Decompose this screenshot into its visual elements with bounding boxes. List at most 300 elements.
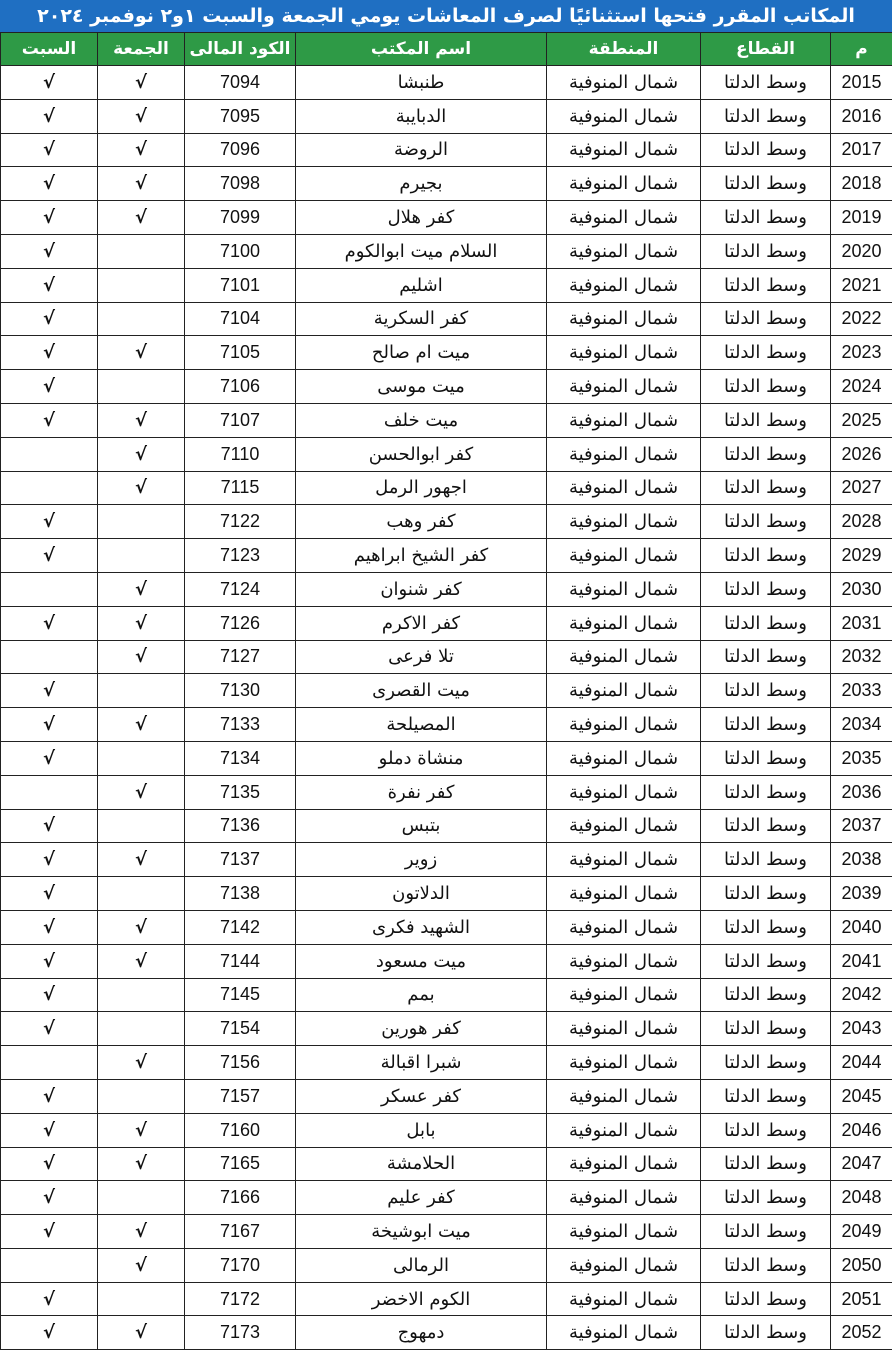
cell-serial: 2046 xyxy=(831,1113,892,1147)
cell-serial: 2045 xyxy=(831,1079,892,1113)
column-header-region: المنطقة xyxy=(547,33,701,66)
table-row xyxy=(1,302,892,336)
table-row xyxy=(1,66,892,100)
table-row xyxy=(1,877,892,911)
table-row xyxy=(1,234,892,268)
cell-office-name: كفر عليم xyxy=(296,1181,547,1215)
cell-saturday-check: √ xyxy=(1,505,98,539)
cell-office-name: الرمالى xyxy=(296,1248,547,1282)
cell-region: شمال المنوفية xyxy=(547,66,701,100)
cell-friday-check xyxy=(98,674,185,708)
cell-sector: وسط الدلتا xyxy=(701,877,831,911)
cell-serial: 2036 xyxy=(831,775,892,809)
cell-friday-check xyxy=(98,1181,185,1215)
cell-office-name: كفر هورين xyxy=(296,1012,547,1046)
cell-friday-check: √ xyxy=(98,606,185,640)
cell-office-name: المصيلحة xyxy=(296,708,547,742)
cell-serial: 2047 xyxy=(831,1147,892,1181)
cell-sector: وسط الدلتا xyxy=(701,1113,831,1147)
cell-friday-check: √ xyxy=(98,775,185,809)
cell-office-name: الدبايبة xyxy=(296,99,547,133)
cell-saturday-check: √ xyxy=(1,1012,98,1046)
table-row xyxy=(1,775,892,809)
table-row xyxy=(1,201,892,235)
cell-serial: 2041 xyxy=(831,944,892,978)
cell-sector: وسط الدلتا xyxy=(701,505,831,539)
table-row xyxy=(1,471,892,505)
cell-sector: وسط الدلتا xyxy=(701,133,831,167)
cell-region: شمال المنوفية xyxy=(547,572,701,606)
table-row xyxy=(1,437,892,471)
cell-financial-code: 7156 xyxy=(185,1046,296,1080)
cell-financial-code: 7099 xyxy=(185,201,296,235)
cell-office-name: اشليم xyxy=(296,268,547,302)
cell-office-name: زوير xyxy=(296,843,547,877)
cell-financial-code: 7166 xyxy=(185,1181,296,1215)
table-row xyxy=(1,1282,892,1316)
cell-office-name: السلام ميت ابوالكوم xyxy=(296,234,547,268)
cell-sector: وسط الدلتا xyxy=(701,1181,831,1215)
header-row xyxy=(1,33,892,66)
cell-sector: وسط الدلتا xyxy=(701,302,831,336)
cell-sector: وسط الدلتا xyxy=(701,978,831,1012)
cell-region: شمال المنوفية xyxy=(547,674,701,708)
cell-sector: وسط الدلتا xyxy=(701,437,831,471)
cell-friday-check xyxy=(98,302,185,336)
cell-region: شمال المنوفية xyxy=(547,1046,701,1080)
cell-financial-code: 7145 xyxy=(185,978,296,1012)
table-row xyxy=(1,133,892,167)
cell-region: شمال المنوفية xyxy=(547,268,701,302)
table-row xyxy=(1,944,892,978)
cell-friday-check: √ xyxy=(98,99,185,133)
table-row xyxy=(1,505,892,539)
cell-saturday-check: √ xyxy=(1,944,98,978)
cell-financial-code: 7107 xyxy=(185,403,296,437)
cell-serial: 2017 xyxy=(831,133,892,167)
cell-office-name: الحلامشة xyxy=(296,1147,547,1181)
cell-financial-code: 7096 xyxy=(185,133,296,167)
cell-office-name: كفر شنوان xyxy=(296,572,547,606)
table-row xyxy=(1,1079,892,1113)
cell-saturday-check: √ xyxy=(1,1181,98,1215)
table-row xyxy=(1,1147,892,1181)
cell-saturday-check: √ xyxy=(1,99,98,133)
cell-financial-code: 7122 xyxy=(185,505,296,539)
column-header-m: م xyxy=(831,33,892,66)
cell-sector: وسط الدلتا xyxy=(701,234,831,268)
cell-region: شمال المنوفية xyxy=(547,809,701,843)
cell-saturday-check: √ xyxy=(1,1282,98,1316)
cell-saturday-check xyxy=(1,572,98,606)
cell-saturday-check: √ xyxy=(1,370,98,404)
cell-friday-check xyxy=(98,539,185,573)
cell-serial: 2038 xyxy=(831,843,892,877)
cell-friday-check xyxy=(98,1282,185,1316)
cell-serial: 2051 xyxy=(831,1282,892,1316)
cell-friday-check xyxy=(98,978,185,1012)
cell-region: شمال المنوفية xyxy=(547,1248,701,1282)
cell-financial-code: 7136 xyxy=(185,809,296,843)
cell-friday-check: √ xyxy=(98,843,185,877)
cell-financial-code: 7160 xyxy=(185,1113,296,1147)
cell-saturday-check: √ xyxy=(1,539,98,573)
cell-serial: 2030 xyxy=(831,572,892,606)
cell-serial: 2052 xyxy=(831,1316,892,1350)
table-row xyxy=(1,809,892,843)
cell-region: شمال المنوفية xyxy=(547,1113,701,1147)
cell-region: شمال المنوفية xyxy=(547,370,701,404)
cell-financial-code: 7101 xyxy=(185,268,296,302)
cell-saturday-check: √ xyxy=(1,302,98,336)
cell-region: شمال المنوفية xyxy=(547,640,701,674)
cell-region: شمال المنوفية xyxy=(547,1215,701,1249)
cell-office-name: بابل xyxy=(296,1113,547,1147)
cell-sector: وسط الدلتا xyxy=(701,1316,831,1350)
cell-saturday-check: √ xyxy=(1,910,98,944)
cell-financial-code: 7094 xyxy=(185,66,296,100)
cell-region: شمال المنوفية xyxy=(547,336,701,370)
cell-office-name: الكوم الاخضر xyxy=(296,1282,547,1316)
cell-financial-code: 7157 xyxy=(185,1079,296,1113)
cell-sector: وسط الدلتا xyxy=(701,640,831,674)
cell-office-name: كفر ابوالحسن xyxy=(296,437,547,471)
column-header-sector: القطاع xyxy=(701,33,831,66)
cell-friday-check xyxy=(98,1012,185,1046)
cell-office-name: بتبس xyxy=(296,809,547,843)
cell-saturday-check: √ xyxy=(1,843,98,877)
cell-friday-check xyxy=(98,234,185,268)
cell-financial-code: 7126 xyxy=(185,606,296,640)
cell-region: شمال المنوفية xyxy=(547,403,701,437)
cell-sector: وسط الدلتا xyxy=(701,708,831,742)
cell-office-name: الدلاتون xyxy=(296,877,547,911)
cell-friday-check: √ xyxy=(98,1248,185,1282)
cell-serial: 2037 xyxy=(831,809,892,843)
cell-financial-code: 7142 xyxy=(185,910,296,944)
cell-saturday-check: √ xyxy=(1,606,98,640)
cell-region: شمال المنوفية xyxy=(547,741,701,775)
table-row xyxy=(1,167,892,201)
cell-financial-code: 7104 xyxy=(185,302,296,336)
cell-office-name: ميت خلف xyxy=(296,403,547,437)
cell-financial-code: 7144 xyxy=(185,944,296,978)
cell-region: شمال المنوفية xyxy=(547,775,701,809)
table-row xyxy=(1,674,892,708)
cell-saturday-check: √ xyxy=(1,66,98,100)
cell-sector: وسط الدلتا xyxy=(701,539,831,573)
cell-office-name: شبرا اقبالة xyxy=(296,1046,547,1080)
cell-office-name: كفر نفرة xyxy=(296,775,547,809)
cell-office-name: اجهور الرمل xyxy=(296,471,547,505)
cell-serial: 2048 xyxy=(831,1181,892,1215)
cell-office-name: الشهيد فكرى xyxy=(296,910,547,944)
table-row xyxy=(1,268,892,302)
cell-region: شمال المنوفية xyxy=(547,133,701,167)
cell-serial: 2018 xyxy=(831,167,892,201)
cell-financial-code: 7135 xyxy=(185,775,296,809)
cell-sector: وسط الدلتا xyxy=(701,1215,831,1249)
cell-office-name: كفر الاكرم xyxy=(296,606,547,640)
cell-serial: 2032 xyxy=(831,640,892,674)
cell-office-name: دمهوج xyxy=(296,1316,547,1350)
cell-sector: وسط الدلتا xyxy=(701,1147,831,1181)
cell-friday-check: √ xyxy=(98,471,185,505)
cell-serial: 2023 xyxy=(831,336,892,370)
cell-saturday-check: √ xyxy=(1,1113,98,1147)
cell-financial-code: 7098 xyxy=(185,167,296,201)
cell-region: شمال المنوفية xyxy=(547,471,701,505)
cell-office-name: ميت مسعود xyxy=(296,944,547,978)
table-row xyxy=(1,978,892,1012)
cell-serial: 2019 xyxy=(831,201,892,235)
cell-friday-check: √ xyxy=(98,167,185,201)
table-row xyxy=(1,403,892,437)
table-row xyxy=(1,1316,892,1350)
cell-serial: 2031 xyxy=(831,606,892,640)
cell-friday-check: √ xyxy=(98,1046,185,1080)
cell-friday-check xyxy=(98,505,185,539)
cell-office-name: كفر وهب xyxy=(296,505,547,539)
cell-friday-check: √ xyxy=(98,66,185,100)
cell-serial: 2033 xyxy=(831,674,892,708)
cell-region: شمال المنوفية xyxy=(547,1012,701,1046)
cell-office-name: ميت ابوشيخة xyxy=(296,1215,547,1249)
cell-office-name: ميت موسى xyxy=(296,370,547,404)
table-row xyxy=(1,741,892,775)
cell-financial-code: 7110 xyxy=(185,437,296,471)
cell-sector: وسط الدلتا xyxy=(701,66,831,100)
cell-region: شمال المنوفية xyxy=(547,505,701,539)
cell-sector: وسط الدلتا xyxy=(701,1248,831,1282)
cell-saturday-check: √ xyxy=(1,809,98,843)
cell-friday-check: √ xyxy=(98,708,185,742)
cell-saturday-check xyxy=(1,640,98,674)
column-header-saturday: السبت xyxy=(1,33,98,66)
cell-friday-check: √ xyxy=(98,403,185,437)
cell-friday-check: √ xyxy=(98,1316,185,1350)
cell-saturday-check: √ xyxy=(1,1079,98,1113)
table-row xyxy=(1,1012,892,1046)
cell-friday-check xyxy=(98,268,185,302)
cell-office-name: ميت القصرى xyxy=(296,674,547,708)
cell-financial-code: 7100 xyxy=(185,234,296,268)
cell-sector: وسط الدلتا xyxy=(701,572,831,606)
cell-sector: وسط الدلتا xyxy=(701,606,831,640)
cell-region: شمال المنوفية xyxy=(547,167,701,201)
cell-office-name: تلا فرعى xyxy=(296,640,547,674)
cell-sector: وسط الدلتا xyxy=(701,167,831,201)
table-row xyxy=(1,1215,892,1249)
cell-friday-check: √ xyxy=(98,1113,185,1147)
column-header-office: اسم المكتب xyxy=(296,33,547,66)
offices-table xyxy=(0,32,892,1350)
cell-sector: وسط الدلتا xyxy=(701,336,831,370)
cell-financial-code: 7170 xyxy=(185,1248,296,1282)
cell-serial: 2035 xyxy=(831,741,892,775)
cell-sector: وسط الدلتا xyxy=(701,1012,831,1046)
cell-serial: 2044 xyxy=(831,1046,892,1080)
cell-friday-check xyxy=(98,809,185,843)
cell-saturday-check xyxy=(1,471,98,505)
cell-serial: 2043 xyxy=(831,1012,892,1046)
cell-sector: وسط الدلتا xyxy=(701,775,831,809)
cell-region: شمال المنوفية xyxy=(547,1282,701,1316)
cell-sector: وسط الدلتا xyxy=(701,674,831,708)
cell-saturday-check xyxy=(1,1248,98,1282)
cell-region: شمال المنوفية xyxy=(547,201,701,235)
table-row xyxy=(1,99,892,133)
cell-region: شمال المنوفية xyxy=(547,708,701,742)
cell-saturday-check: √ xyxy=(1,336,98,370)
cell-financial-code: 7138 xyxy=(185,877,296,911)
cell-serial: 2028 xyxy=(831,505,892,539)
cell-saturday-check: √ xyxy=(1,268,98,302)
cell-region: شمال المنوفية xyxy=(547,944,701,978)
table-row xyxy=(1,1181,892,1215)
cell-office-name: كفر الشيخ ابراهيم xyxy=(296,539,547,573)
cell-sector: وسط الدلتا xyxy=(701,1046,831,1080)
table-row xyxy=(1,1113,892,1147)
cell-financial-code: 7106 xyxy=(185,370,296,404)
cell-office-name: كفر هلال xyxy=(296,201,547,235)
cell-financial-code: 7154 xyxy=(185,1012,296,1046)
cell-saturday-check: √ xyxy=(1,1147,98,1181)
cell-saturday-check: √ xyxy=(1,234,98,268)
cell-saturday-check: √ xyxy=(1,708,98,742)
cell-office-name: الروضة xyxy=(296,133,547,167)
page-title: المكاتب المقرر فتحها استثنائيًا لصرف المعاشات يومي الجمعة والسبت ١و٢ نوفمبر ٢٠٢٤ xyxy=(0,0,892,34)
cell-sector: وسط الدلتا xyxy=(701,1282,831,1316)
table-row xyxy=(1,370,892,404)
cell-friday-check: √ xyxy=(98,640,185,674)
table-row xyxy=(1,1248,892,1282)
cell-friday-check: √ xyxy=(98,336,185,370)
cell-sector: وسط الدلتا xyxy=(701,944,831,978)
cell-financial-code: 7134 xyxy=(185,741,296,775)
cell-serial: 2021 xyxy=(831,268,892,302)
cell-friday-check: √ xyxy=(98,437,185,471)
cell-serial: 2050 xyxy=(831,1248,892,1282)
cell-saturday-check xyxy=(1,1046,98,1080)
table-body xyxy=(1,66,892,1350)
cell-friday-check: √ xyxy=(98,1147,185,1181)
cell-sector: وسط الدلتا xyxy=(701,809,831,843)
cell-office-name: منشاة دملو xyxy=(296,741,547,775)
cell-financial-code: 7115 xyxy=(185,471,296,505)
cell-financial-code: 7172 xyxy=(185,1282,296,1316)
cell-office-name: ميت ام صالح xyxy=(296,336,547,370)
table-row xyxy=(1,606,892,640)
cell-financial-code: 7105 xyxy=(185,336,296,370)
cell-region: شمال المنوفية xyxy=(547,539,701,573)
column-header-code: الكود المالى xyxy=(185,33,296,66)
cell-region: شمال المنوفية xyxy=(547,877,701,911)
cell-region: شمال المنوفية xyxy=(547,234,701,268)
cell-sector: وسط الدلتا xyxy=(701,268,831,302)
cell-financial-code: 7127 xyxy=(185,640,296,674)
cell-serial: 2040 xyxy=(831,910,892,944)
table-row xyxy=(1,640,892,674)
cell-friday-check: √ xyxy=(98,572,185,606)
cell-serial: 2016 xyxy=(831,99,892,133)
cell-sector: وسط الدلتا xyxy=(701,910,831,944)
cell-financial-code: 7095 xyxy=(185,99,296,133)
cell-serial: 2025 xyxy=(831,403,892,437)
cell-financial-code: 7130 xyxy=(185,674,296,708)
cell-saturday-check: √ xyxy=(1,741,98,775)
cell-sector: وسط الدلتا xyxy=(701,843,831,877)
cell-region: شمال المنوفية xyxy=(547,606,701,640)
cell-friday-check: √ xyxy=(98,1215,185,1249)
cell-region: شمال المنوفية xyxy=(547,1147,701,1181)
table-row xyxy=(1,336,892,370)
cell-serial: 2049 xyxy=(831,1215,892,1249)
cell-serial: 2042 xyxy=(831,978,892,1012)
cell-sector: وسط الدلتا xyxy=(701,1079,831,1113)
cell-region: شمال المنوفية xyxy=(547,978,701,1012)
column-header-friday: الجمعة xyxy=(98,33,185,66)
cell-serial: 2034 xyxy=(831,708,892,742)
cell-serial: 2039 xyxy=(831,877,892,911)
cell-saturday-check: √ xyxy=(1,403,98,437)
cell-friday-check: √ xyxy=(98,201,185,235)
cell-saturday-check: √ xyxy=(1,167,98,201)
cell-sector: وسط الدلتا xyxy=(701,201,831,235)
cell-financial-code: 7137 xyxy=(185,843,296,877)
cell-friday-check xyxy=(98,741,185,775)
cell-region: شمال المنوفية xyxy=(547,99,701,133)
cell-region: شمال المنوفية xyxy=(547,302,701,336)
cell-office-name: طنبشا xyxy=(296,66,547,100)
cell-financial-code: 7173 xyxy=(185,1316,296,1350)
table-row xyxy=(1,1046,892,1080)
cell-friday-check: √ xyxy=(98,910,185,944)
cell-saturday-check: √ xyxy=(1,201,98,235)
cell-serial: 2022 xyxy=(831,302,892,336)
cell-office-name: بجيرم xyxy=(296,167,547,201)
cell-region: شمال المنوفية xyxy=(547,1079,701,1113)
cell-office-name: كفر السكرية xyxy=(296,302,547,336)
cell-saturday-check: √ xyxy=(1,1316,98,1350)
cell-region: شمال المنوفية xyxy=(547,437,701,471)
table-row xyxy=(1,708,892,742)
cell-financial-code: 7167 xyxy=(185,1215,296,1249)
cell-sector: وسط الدلتا xyxy=(701,99,831,133)
cell-sector: وسط الدلتا xyxy=(701,741,831,775)
cell-serial: 2020 xyxy=(831,234,892,268)
cell-saturday-check: √ xyxy=(1,1215,98,1249)
cell-saturday-check: √ xyxy=(1,877,98,911)
cell-sector: وسط الدلتا xyxy=(701,403,831,437)
cell-saturday-check xyxy=(1,775,98,809)
cell-saturday-check: √ xyxy=(1,978,98,1012)
cell-financial-code: 7165 xyxy=(185,1147,296,1181)
cell-serial: 2024 xyxy=(831,370,892,404)
cell-financial-code: 7133 xyxy=(185,708,296,742)
cell-office-name: بمم xyxy=(296,978,547,1012)
cell-friday-check xyxy=(98,370,185,404)
cell-serial: 2026 xyxy=(831,437,892,471)
cell-region: شمال المنوفية xyxy=(547,910,701,944)
cell-saturday-check: √ xyxy=(1,674,98,708)
cell-serial: 2029 xyxy=(831,539,892,573)
cell-region: شمال المنوفية xyxy=(547,1181,701,1215)
cell-financial-code: 7124 xyxy=(185,572,296,606)
cell-friday-check: √ xyxy=(98,133,185,167)
cell-serial: 2015 xyxy=(831,66,892,100)
table-row xyxy=(1,539,892,573)
